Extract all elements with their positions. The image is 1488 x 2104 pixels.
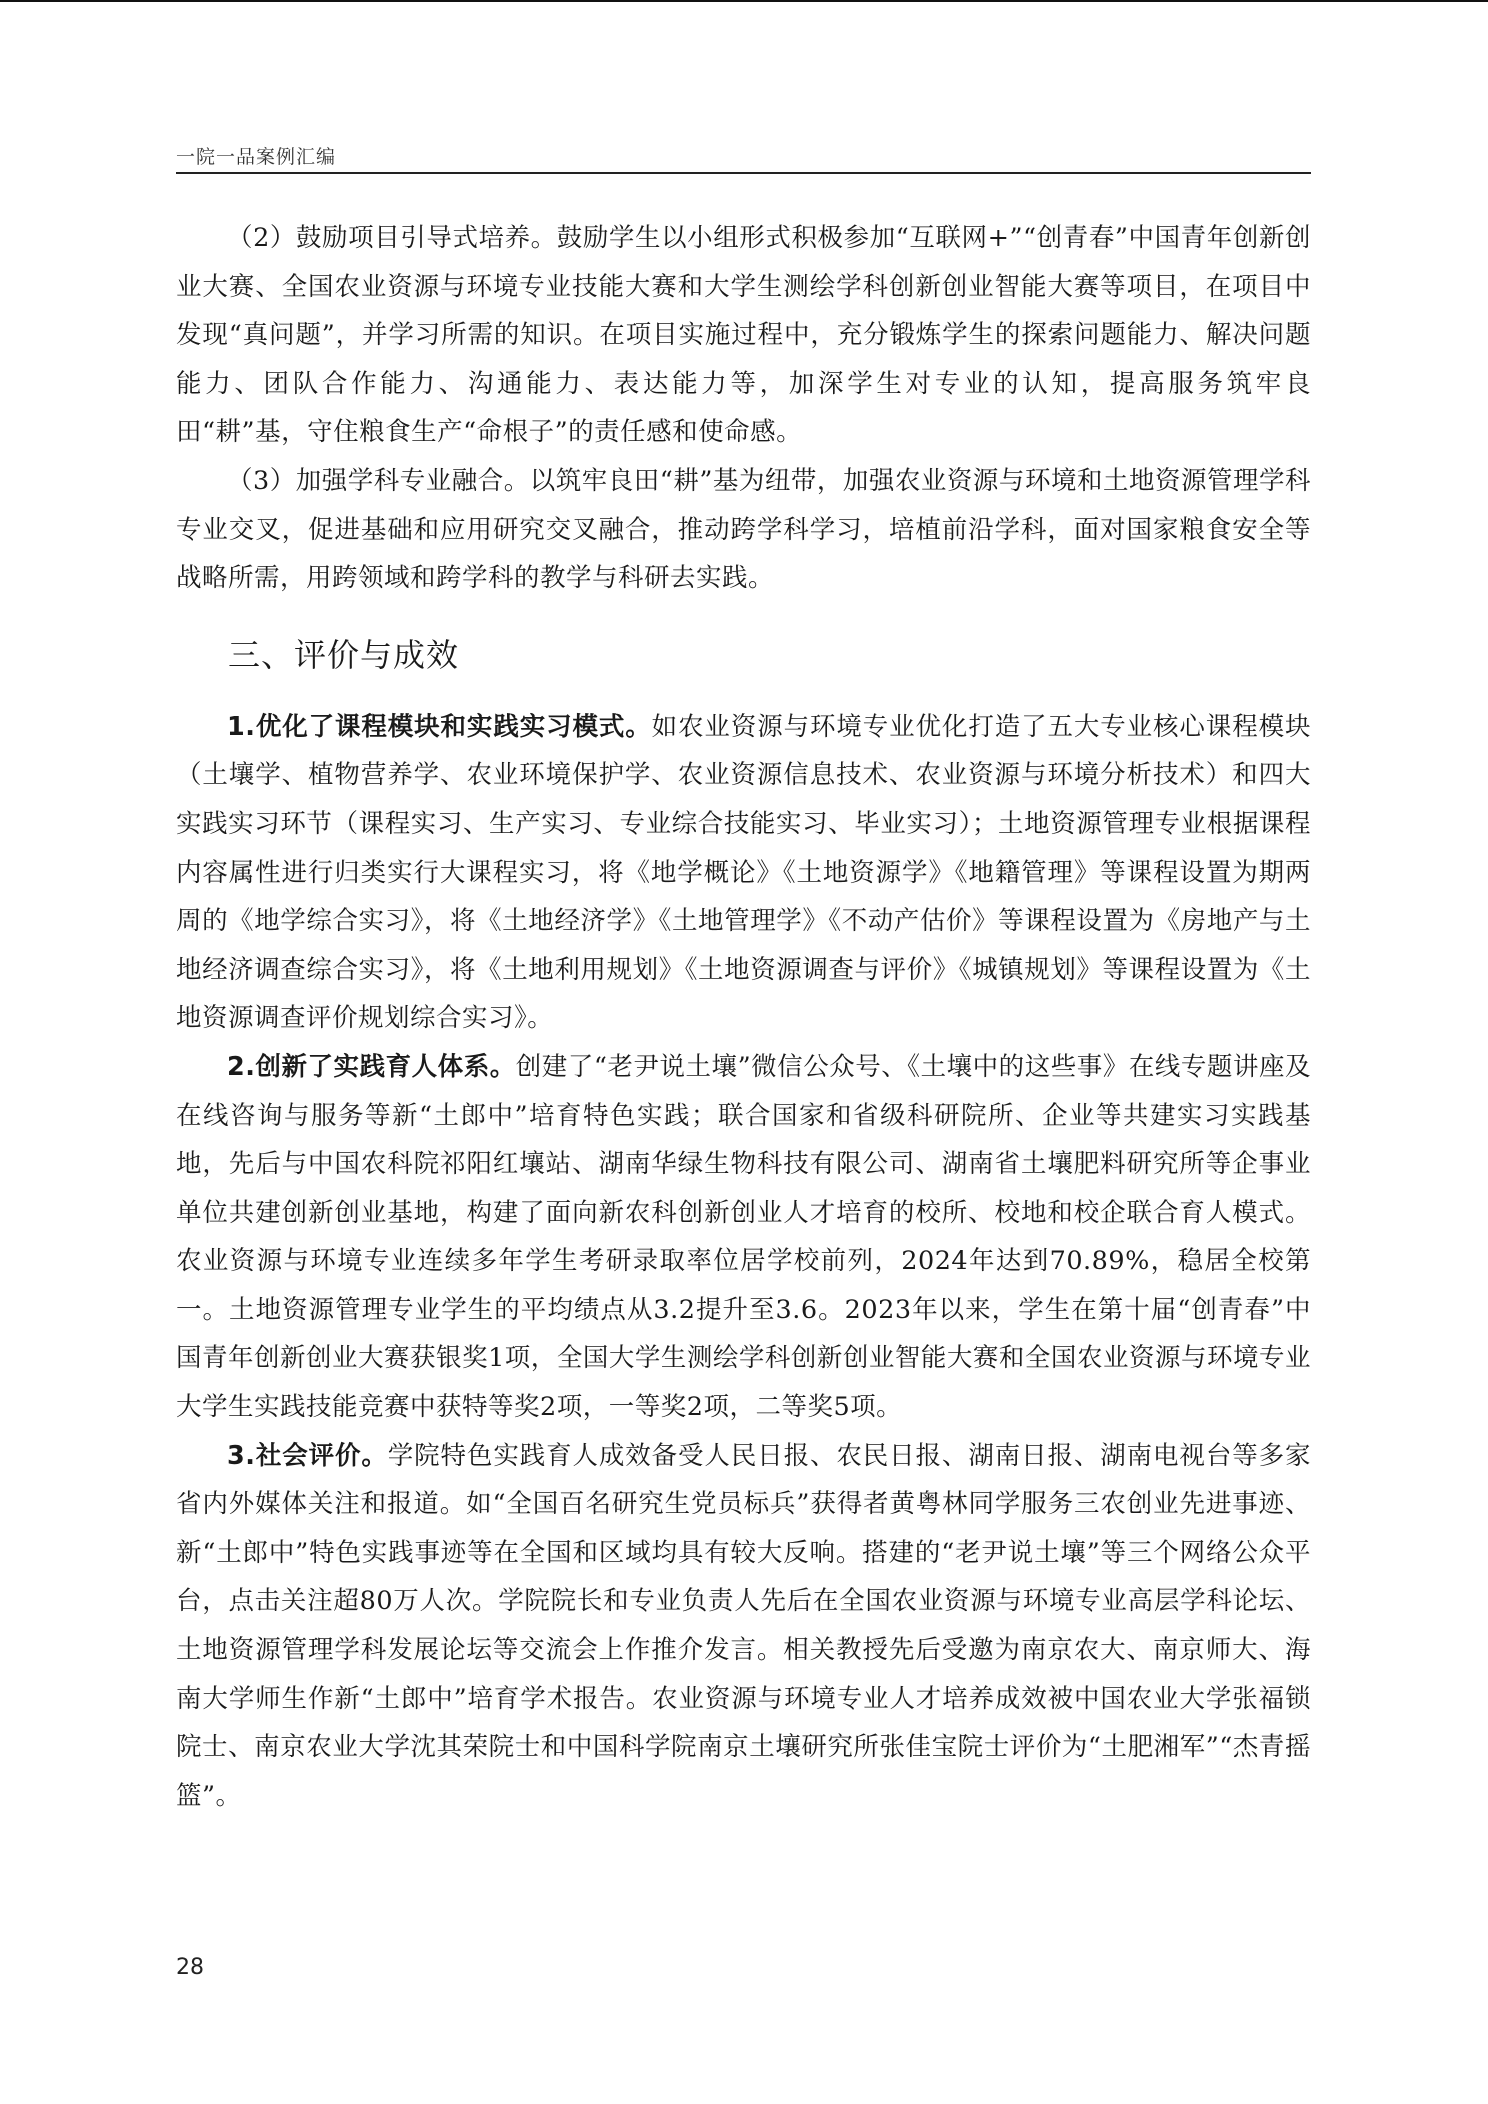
paragraph-outcome-2-text: 创建了“老尹说土壤”微信公众号、《土壤中的这些事》在线专题讲座及在线咨询与服务等新“土郎中”培育特色实践；联合国家和省级科研院所、企业等共建实习实践基地，先后与中国农科院祁阳红壤站、湖南华绿生物科技有限公司、湖南省土壤肥料研究所等企事业单位共建创新创业基地，构建了面向新农科创新创业人才培育的校所、校地和校企联合育人模式。农业资源与环境专业连续多年学生考研录取率位居学校前列，2024年达到70.89%，稳居全校第一。土地资源管理专业学生的平均绩点从3.2提升至3.6。2023年以来，学生在第十届“创青春”中国青年创新创业大赛获银奖1项，全国大学生测绘学科创新创业智能大赛和全国农业资源与环境专业大学生实践技能竞赛中获特等奖2项，一等奖2项，二等奖5项。 [176, 1051, 1312, 1423]
page-body [176, 214, 1311, 1820]
paragraph-project-guided-training: （2）鼓励项目引导式培养。鼓励学生以小组形式积极参加“互联网+”“创青春”中国青年创新创业大赛、全国农业资源与环境专业技能大赛和大学生测绘学科创新创业智能大赛等项目，在项目中发现“真问题”，并学习所需的知识。在项目实施过程中，充分锻炼学生的探索问题能力、解决问题能力、团队合作能力、沟通能力、表达能力等，加深学生对专业的认知，提高服务筑牢良田“耕”基，守住粮食生产“命根子”的责任感和使命感。 [176, 223, 1311, 448]
paragraph-outcome-1-text: 如农业资源与环境专业优化打造了五大专业核心课程模块（土壤学、植物营养学、农业环境保护学、农业资源信息技术、农业资源与环境分析技术）和四大实践实习环节（课程实习、生产实习、专业综合技能实习、毕业实习）；土地资源管理专业根据课程内容属性进行归类实行大课程实习，将《地学概论》《土地资源学》《地籍管理》等课程设置为期两周的《地学综合实习》，将《土地经济学》《土地管理学》《不动产估价》等课程设置为《房地产与土地经济调查综合实习》，将《土地利用规划》《土地资源调查与评价》《城镇规划》等课程设置为《土地资源调查评价规划综合实习》。 [176, 711, 1311, 1034]
paragraph-outcome-3-text: 学院特色实践育人成效备受人民日报、农民日报、湖南日报、湖南电视台等多家省内外媒体关注和报道。如“全国百名研究生党员标兵”获得者黄粤林同学服务三农创业先进事迹、新“土郎中”特色实践事迹等在全国和区域均具有较大反响。搭建的“老尹说土壤”等三个网络公众平台，点击关注超80万人次。学院院长和专业负责人先后在全国农业资源与环境专业高层学科论坛、土地资源管理学科发展论坛等交流会上作推介发言。相关教授先后受邀为南京农大、南京师大、海南大学师生作新“土郎中”培育学术报告。农业资源与环境专业人才培养成效被中国农业大学张福锁院士、南京农业大学沈其荣院士和中国科学院南京土壤研究所张佳宝院士评价为“土肥湘军”“杰青摇篮”。 [176, 1440, 1311, 1811]
running-header-title: 一院一品案例汇编 [176, 146, 337, 168]
paragraph-outcome-3 [176, 1432, 1311, 1821]
paragraph-outcome-2 [176, 1043, 1311, 1432]
paragraph-outcome-3-lead: 3.社会评价。 [227, 1440, 388, 1471]
paragraph-outcome-2-lead: 2.创新了实践育人体系。 [227, 1051, 516, 1082]
paragraph-outcome-1-lead: 1.优化了课程模块和实践实习模式。 [227, 711, 652, 742]
running-header [176, 140, 1311, 174]
paragraph-discipline-integration: （3）加强学科专业融合。以筑牢良田“耕”基为纽带，加强农业资源与环境和土地资源管理学科专业交叉，促进基础和应用研究交叉融合，推动跨学科学习，培植前沿学科，面对国家粮食安全等战略所需，用跨领域和跨学科的教学与科研去实践。 [176, 465, 1311, 594]
paragraph-outcome-1 [176, 703, 1311, 1043]
section-heading: 三、评价与成效 [228, 635, 460, 674]
page-top-border [0, 0, 1488, 2]
page-number: 28 [176, 1955, 204, 1980]
